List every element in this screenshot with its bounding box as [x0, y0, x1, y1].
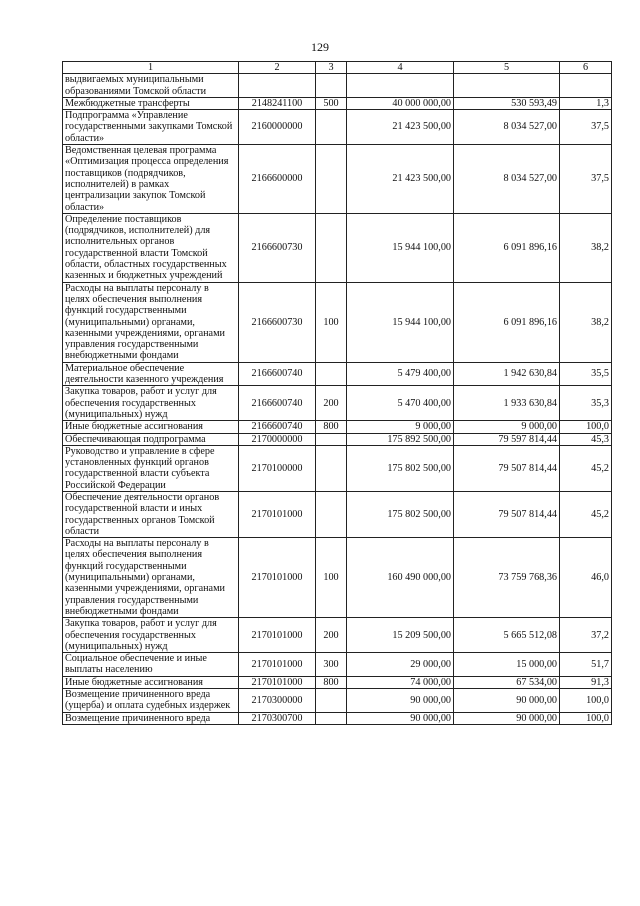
row-actual-amount-cell: 79 507 814,44: [454, 445, 560, 491]
table-row: [63, 445, 612, 491]
row-percent-cell: 37,5: [560, 110, 612, 145]
row-plan-amount-cell: 5 479 400,00: [347, 362, 454, 386]
table-row: [63, 362, 612, 386]
row-name-cell: Закупка товаров, работ и услуг для обеспечения государственных (муниципальных) нужд: [63, 618, 239, 653]
row-percent-cell: 100,0: [560, 689, 612, 713]
row-name-cell: Социальное обеспечение и иные выплаты населению: [63, 653, 239, 677]
row-name-cell: Руководство и управление в сфере установленных функций органов государственной власти субъекта Российской Федерации: [63, 445, 239, 491]
row-name-cell: Материальное обеспечение деятельности казенного учреждения: [63, 362, 239, 386]
row-name-cell: Закупка товаров, работ и услуг для обеспечения государственных (муниципальных) нужд: [63, 386, 239, 421]
row-code-cell: 2166600740: [239, 386, 316, 421]
row-code-cell: 2170101000: [239, 618, 316, 653]
row-expense-type-cell: 800: [316, 421, 347, 433]
row-name-cell: Межбюджетные трансферты: [63, 97, 239, 109]
row-code-cell: 2166600730: [239, 213, 316, 282]
table-row: [63, 421, 612, 433]
row-percent-cell: 91,3: [560, 676, 612, 688]
row-plan-amount-cell: 160 490 000,00: [347, 538, 454, 618]
row-code-cell: 2160000000: [239, 110, 316, 145]
row-percent-cell: 45,3: [560, 433, 612, 445]
table-row: [63, 491, 612, 537]
row-expense-type-cell: [316, 213, 347, 282]
row-percent-cell: 37,5: [560, 145, 612, 214]
row-plan-amount-cell: 175 892 500,00: [347, 433, 454, 445]
row-plan-amount-cell: 21 423 500,00: [347, 110, 454, 145]
row-percent-cell: 35,3: [560, 386, 612, 421]
row-plan-amount-cell: 15 209 500,00: [347, 618, 454, 653]
row-plan-amount-cell: 90 000,00: [347, 712, 454, 724]
row-code-cell: 2170000000: [239, 433, 316, 445]
row-percent-cell: 51,7: [560, 653, 612, 677]
row-actual-amount-cell: 90 000,00: [454, 689, 560, 713]
row-name-cell: Возмещение причиненного вреда: [63, 712, 239, 724]
row-actual-amount-cell: 530 593,49: [454, 97, 560, 109]
row-code-cell: 2166600000: [239, 145, 316, 214]
row-name-cell: Иные бюджетные ассигнования: [63, 421, 239, 433]
table-row: [63, 213, 612, 282]
page-number: 129: [311, 40, 329, 54]
row-percent-cell: 38,2: [560, 282, 612, 362]
table-row: [63, 653, 612, 677]
row-name-cell: Иные бюджетные ассигнования: [63, 676, 239, 688]
row-name-cell: Обеспечение деятельности органов государственной власти и иных государственных органов Томской области: [63, 491, 239, 537]
row-plan-amount-cell: [347, 74, 454, 98]
row-percent-cell: 38,2: [560, 213, 612, 282]
row-expense-type-cell: 100: [316, 538, 347, 618]
row-plan-amount-cell: 5 470 400,00: [347, 386, 454, 421]
row-actual-amount-cell: 79 507 814,44: [454, 491, 560, 537]
row-plan-amount-cell: 175 802 500,00: [347, 491, 454, 537]
row-expense-type-cell: [316, 689, 347, 713]
row-code-cell: 2166600730: [239, 282, 316, 362]
row-percent-cell: [560, 74, 612, 98]
row-code-cell: 2170100000: [239, 445, 316, 491]
row-expense-type-cell: [316, 491, 347, 537]
row-expense-type-cell: [316, 362, 347, 386]
table-row: [63, 433, 612, 445]
column-header: 2: [239, 62, 316, 74]
row-code-cell: 2166600740: [239, 421, 316, 433]
row-code-cell: 2170101000: [239, 653, 316, 677]
row-expense-type-cell: [316, 433, 347, 445]
row-actual-amount-cell: 90 000,00: [454, 712, 560, 724]
table-row: [63, 97, 612, 109]
row-plan-amount-cell: 15 944 100,00: [347, 213, 454, 282]
row-actual-amount-cell: 6 091 896,16: [454, 282, 560, 362]
row-code-cell: 2148241100: [239, 97, 316, 109]
row-plan-amount-cell: 29 000,00: [347, 653, 454, 677]
table-row: [63, 676, 612, 688]
row-actual-amount-cell: 1 942 630,84: [454, 362, 560, 386]
table-row: [63, 689, 612, 713]
row-plan-amount-cell: 90 000,00: [347, 689, 454, 713]
row-plan-amount-cell: 9 000,00: [347, 421, 454, 433]
row-actual-amount-cell: 8 034 527,00: [454, 145, 560, 214]
row-name-cell: Возмещение причиненного вреда (ущерба) и оплата судебных издержек: [63, 689, 239, 713]
table-row: [63, 618, 612, 653]
table-body: [63, 74, 612, 725]
row-actual-amount-cell: 9 000,00: [454, 421, 560, 433]
column-header: 3: [316, 62, 347, 74]
row-percent-cell: 100,0: [560, 421, 612, 433]
row-actual-amount-cell: 6 091 896,16: [454, 213, 560, 282]
row-expense-type-cell: [316, 145, 347, 214]
row-percent-cell: 46,0: [560, 538, 612, 618]
row-actual-amount-cell: 5 665 512,08: [454, 618, 560, 653]
row-expense-type-cell: 200: [316, 386, 347, 421]
row-percent-cell: 45,2: [560, 491, 612, 537]
row-percent-cell: 100,0: [560, 712, 612, 724]
row-expense-type-cell: [316, 110, 347, 145]
row-plan-amount-cell: 40 000 000,00: [347, 97, 454, 109]
row-actual-amount-cell: 73 759 768,36: [454, 538, 560, 618]
row-plan-amount-cell: 21 423 500,00: [347, 145, 454, 214]
row-expense-type-cell: 500: [316, 97, 347, 109]
row-percent-cell: 1,3: [560, 97, 612, 109]
column-header: 1: [63, 62, 239, 74]
row-name-cell: Обеспечивающая подпрограмма: [63, 433, 239, 445]
row-name-cell: Подпрограмма «Управление государственными закупками Томской области»: [63, 110, 239, 145]
row-expense-type-cell: [316, 712, 347, 724]
column-header: 6: [560, 62, 612, 74]
row-expense-type-cell: 800: [316, 676, 347, 688]
table-row: [63, 712, 612, 724]
row-name-cell: выдвигаемых муниципальными образованиями Томской области: [63, 74, 239, 98]
row-plan-amount-cell: 15 944 100,00: [347, 282, 454, 362]
row-plan-amount-cell: 74 000,00: [347, 676, 454, 688]
row-actual-amount-cell: 1 933 630,84: [454, 386, 560, 421]
row-percent-cell: 35,5: [560, 362, 612, 386]
table-row: [63, 538, 612, 618]
row-expense-type-cell: 100: [316, 282, 347, 362]
table-row: [63, 386, 612, 421]
row-actual-amount-cell: 79 597 814,44: [454, 433, 560, 445]
row-code-cell: [239, 74, 316, 98]
row-code-cell: 2170300700: [239, 712, 316, 724]
column-header: 4: [347, 62, 454, 74]
table-row: [63, 145, 612, 214]
row-expense-type-cell: 300: [316, 653, 347, 677]
row-name-cell: Расходы на выплаты персоналу в целях обеспечения выполнения функций государственными (муниципальными) органами, казенными учреждениями, органами управления государственными внебюджетными фондами: [63, 538, 239, 618]
row-actual-amount-cell: 15 000,00: [454, 653, 560, 677]
table-row: [63, 74, 612, 98]
table-row: [63, 110, 612, 145]
row-name-cell: Расходы на выплаты персоналу в целях обеспечения выполнения функций государственными (муниципальными) органами, казенными учреждениями, органами управления государственными внебюджетными фондами: [63, 282, 239, 362]
row-expense-type-cell: [316, 74, 347, 98]
row-code-cell: 2170101000: [239, 676, 316, 688]
row-actual-amount-cell: 67 534,00: [454, 676, 560, 688]
row-percent-cell: 37,2: [560, 618, 612, 653]
row-code-cell: 2170300000: [239, 689, 316, 713]
row-actual-amount-cell: [454, 74, 560, 98]
row-name-cell: Определение поставщиков (подрядчиков, исполнителей) для исполнительных органов государственной власти Томской области, областных государственных казенных и бюджетных учреждений: [63, 213, 239, 282]
row-name-cell: Ведомственная целевая программа «Оптимизация процесса определения поставщиков (подрядчиков, исполнителей) в рамках централизации закупок Томской области»: [63, 145, 239, 214]
row-code-cell: 2166600740: [239, 362, 316, 386]
table-header-row: [63, 62, 612, 74]
row-expense-type-cell: [316, 445, 347, 491]
row-percent-cell: 45,2: [560, 445, 612, 491]
table-row: [63, 282, 612, 362]
row-code-cell: 2170101000: [239, 491, 316, 537]
row-expense-type-cell: 200: [316, 618, 347, 653]
row-plan-amount-cell: 175 802 500,00: [347, 445, 454, 491]
budget-table: [62, 61, 612, 725]
column-header: 5: [454, 62, 560, 74]
row-actual-amount-cell: 8 034 527,00: [454, 110, 560, 145]
row-code-cell: 2170101000: [239, 538, 316, 618]
